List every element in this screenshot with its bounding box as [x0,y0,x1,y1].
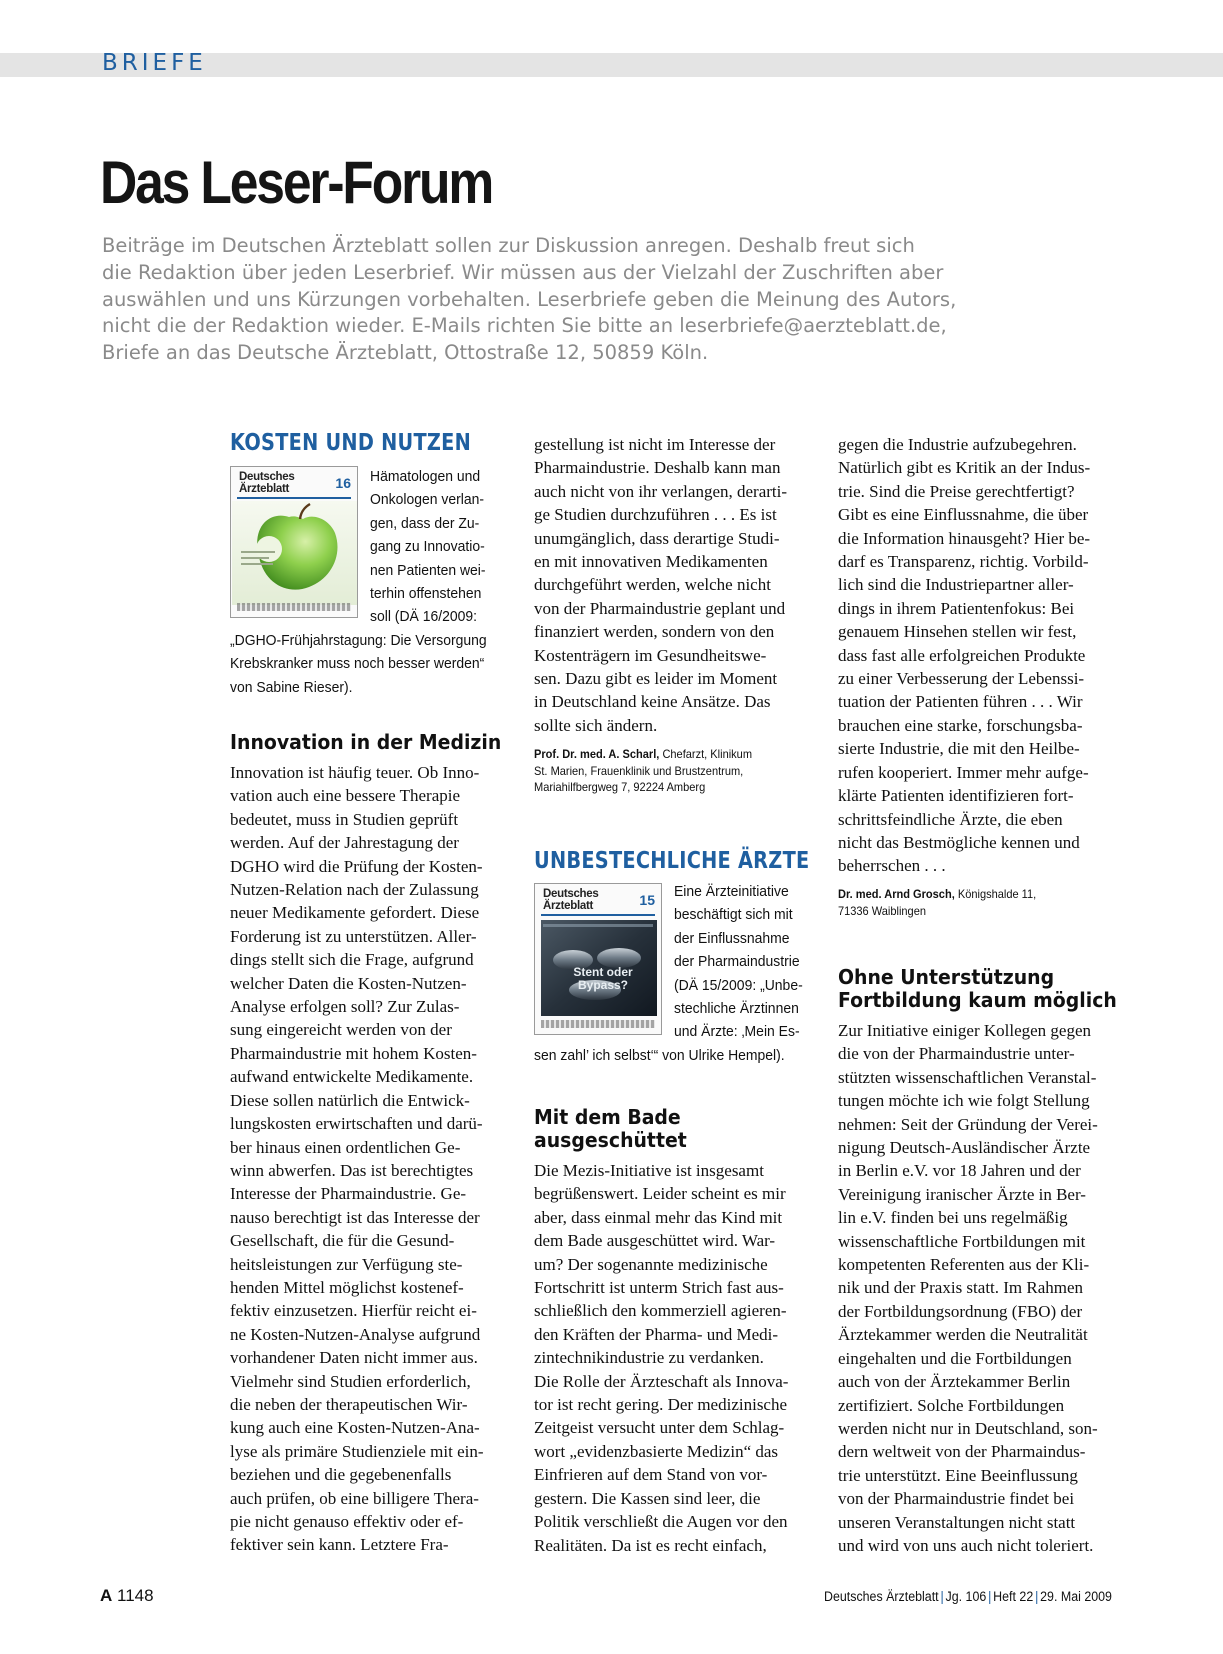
journal-date: 29. Mai 2009 [1040,1589,1112,1604]
signature-grosch [838,886,1053,919]
signature-detail: Königshalde 11, [957,887,1037,901]
body-line: kompetenten Referenten aus der Kli- [838,1255,1090,1275]
body-line: ne Kosten-Nutzen-Analyse aufgrund [230,1324,481,1344]
body-line: nehmen: Seit der Gründung der Verei- [838,1114,1098,1134]
body-line: Vielmehr sind Studien erforderlich, [230,1371,471,1391]
magazine-cover-16 [230,466,358,618]
signature-line: Mariahilfbergweg 7, 92224 Amberg [534,780,706,794]
body-line: Die Rolle der Ärzteschaft als Innova- [534,1371,789,1391]
teaser-line: der Pharmaindustrie [674,953,800,971]
letter-title-line: Ohne Unterstützung [838,965,1055,989]
body-line: Gibt es eine Einflussnahme, die über [838,505,1089,525]
signature-line [838,886,1036,903]
body-line: winn abwerfen. Das ist berechtigtes [230,1160,474,1180]
body-line: wort „evidenzbasierte Medizin“ das [534,1441,779,1461]
body-line: gestern. Die Kassen sind leer, die [534,1488,761,1508]
section-title-unbestechliche-aerzte: UNBESTECHLICHE ÄRZTE [534,848,810,874]
signature-line: St. Marien, Frauenklinik und Brustzentrum, [534,763,744,778]
teaser-kosten-und-nutzen-cont [230,629,506,699]
body-line: ber hinaus einen ordentlichen Ge- [230,1137,461,1157]
letter-title-ohne-unterstuetzung [838,966,1117,1012]
body-line: Innovation ist häufig teuer. Ob Inno- [230,763,480,782]
letter-title-mit-dem-bade [534,1106,687,1152]
teaser-line: von Sabine Rieser). [230,678,353,696]
body-line: neuer Medikamente gefordert. Diese [230,903,480,923]
body-line: um? Der sogenannte medizinische [534,1254,768,1274]
intro-line: die Redaktion über jeden Leserbrief. Wir müssen aus der Vielzahl der Zuschriften aber [102,260,944,284]
signature-detail: Chefarzt, Klinikum [662,747,753,761]
body-line: Politik verschließt die Augen vor den [534,1512,788,1532]
teaser-line: Hämatologen und [370,468,481,485]
body-line: dings stellt sich die Frage, aufgrund [230,950,474,970]
body-line: tungen möchte ich wie folgt Stellung [838,1091,1090,1111]
intro-line: nicht die der Redaktion wieder. E-Mails richten Sie bitte an leserbriefe@aerzteblatt.de, [102,314,947,338]
body-line: lich sind die Industriepartner aller- [838,575,1074,595]
body-line: Natürlich gibt es Kritik an der Indus- [838,458,1091,478]
body-line: auch prüfen, ob eine billigere Thera- [230,1488,479,1508]
body-line: nicht das Bestmögliche kennen und [838,832,1080,852]
body-line: und wird von uns auch nicht toleriert. [838,1535,1094,1555]
body-line: Zeitgeist versucht unter dem Schlag- [534,1418,785,1438]
cover-headline-line: Bypass? [577,978,629,992]
body-line: Fortschritt ist unterm Strich fast aus- [534,1278,784,1298]
body-line: gestellung ist nicht im Interesse der [534,435,776,454]
body-line: Vereinigung iranischer Ärzte in Ber- [838,1184,1086,1204]
cover-brand-line: Ärzteblatt [543,899,594,912]
cover-brand-line: Ärzteblatt [239,482,290,495]
teaser-line: terhin offenstehen [370,585,482,603]
body-line: tor ist recht gering. Der medizinische [534,1395,788,1415]
signature-name: Dr. med. Arnd Grosch, [838,887,955,901]
body-line: gegen die Industrie aufzubegehren. [838,435,1077,454]
body-line: Gesellschaft, die für die Gesund- [230,1231,455,1251]
cover-headline [561,966,645,992]
body-line: pie nicht genauso effektiv oder ef- [230,1512,464,1531]
body-line: fektiver sein kann. Letztere Fra- [230,1535,449,1555]
intro-paragraph [102,233,1002,367]
body-line: aufwand entwickelte Medikamente. [230,1067,474,1087]
cover-footer-text [541,1020,655,1028]
body-line: auch nicht von ihr verlangen, derarti- [534,481,788,501]
letter-title-innovation: Innovation in der Medizin [230,730,502,754]
teaser-line: der Einflussnahme [674,929,790,947]
rubric-label: BRIEFE [102,50,207,76]
body-line: sierte Industrie, die mit den Heilbe- [838,739,1080,759]
footer-separator: | [1035,1589,1039,1604]
teaser-line: und Ärzte: ‚Mein Es- [674,1023,800,1041]
body-line: Ärztekammer werden die Neutralität [838,1325,1088,1345]
body-line: in Berlin e.V. vor 18 Jahren und der [838,1161,1081,1181]
cover-brand-line: Deutsches [543,888,599,900]
body-line: schließlich den kommerziell agieren- [534,1301,787,1321]
body-line: trie unterstützt. Eine Beeinflussung [838,1465,1078,1485]
page-title: Das Leser-Forum [100,149,493,216]
body-line: darf es Transparenz, richtig. Vorbild- [838,552,1089,572]
body-line: sollte sich ändern. [534,715,658,735]
body-line: sen. Dazu gibt es leider im Moment [534,669,778,689]
body-line: ge Studien durchzuführen . . . Es ist [534,505,777,525]
body-line: trie. Sind die Preise gerechtfertigt? [838,481,1075,501]
stent-cover-icon [535,884,662,1035]
body-line: den Kräften der Pharma- und Medi- [534,1324,779,1344]
section-title-kosten-und-nutzen: KOSTEN UND NUTZEN [230,430,472,456]
body-line: nigung Deutsch-Ausländischer Ärzte [838,1138,1091,1158]
page-prefix: A [100,1586,113,1605]
cover-issue-number: 15 [639,892,655,908]
body-line: brauchen eine starke, forschungsba- [838,715,1083,735]
body-line: vorhandener Daten nicht immer aus. [230,1348,478,1368]
body-line: beziehen und die gegebenenfalls [230,1465,452,1485]
teaser-line: stechliche Ärztinnen [674,1000,799,1018]
body-line: zintechnikindustrie zu verdanken. [534,1348,764,1368]
cover-footer-text [237,603,351,611]
journal-footer [824,1589,1112,1604]
teaser-unbestechliche-aerzte [674,880,812,1044]
body-line: Pharmaindustrie mit hohem Kosten- [230,1043,477,1063]
body-line: tuation der Patienten führen . . . Wir [838,692,1083,712]
body-line: werden nicht nur in Deutschland, son- [838,1418,1098,1438]
letter-title-line: Fortbildung kaum möglich [838,988,1117,1012]
footer-separator: | [988,1589,992,1604]
teaser-line: beschäftigt sich mit [674,906,793,924]
body-line: beherrschen . . . [838,856,946,876]
body-line: Pharmaindustrie. Deshalb kann man [534,458,781,478]
body-line: eingehalten und die Fortbildungen [838,1348,1072,1368]
body-line: zertifiziert. Solche Fortbildungen [838,1395,1065,1415]
body-line: welcher Daten die Kosten-Nutzen- [230,973,467,993]
body-line: rufen kooperiert. Immer mehr aufge- [838,762,1089,782]
body-line: in Deutschland keine Ansätze. Das [534,692,771,712]
signature-name: Prof. Dr. med. A. Scharl, [534,747,660,761]
signature-line: 71336 Waiblingen [838,903,926,918]
body-line: die Information hinausgeht? Hier be- [838,528,1091,548]
letter-body-innovation-cont [534,433,787,737]
body-line: Interesse der Pharmaindustrie. Ge- [230,1184,467,1204]
body-line: heitsleistungen zur Verfügung ste- [230,1254,463,1274]
body-line: klärte Patienten identifizieren fort- [838,786,1074,806]
body-line: durchgeführt werden, welche nicht [534,575,771,595]
body-line: dass fast alle erfolgreichen Produkte [838,645,1086,665]
intro-line: Beiträge im Deutschen Ärzteblatt sollen zur Diskussion anregen. Deshalb freut sich [102,234,915,257]
body-line: Analyse erfolgen soll? Zur Zulas- [230,997,460,1017]
body-line: sung eingereicht werden von der [230,1020,452,1040]
body-line: dem Bade ausgeschüttet wird. War- [534,1231,776,1251]
body-line: bedeutet, muss in Studien geprüft [230,809,459,829]
teaser-kosten-und-nutzen [370,465,494,629]
body-line: finanziert werden, sondern von den [534,622,775,642]
body-line: DGHO wird die Prüfung der Kosten- [230,856,483,876]
body-line: Forderung ist zu unterstützen. Aller- [230,926,477,946]
page-number-value: 1148 [117,1586,154,1605]
body-line: lin e.V. finden bei uns regelmäßig [838,1208,1068,1228]
cover-headline-line: Stent oder [573,965,633,979]
teaser-line: (DÄ 15/2009: „Unbe- [674,976,803,994]
body-line: Die Mezis-Initiative ist insgesamt [534,1161,764,1180]
body-line: schrittsfeindliche Ärzte, die eben [838,809,1063,829]
body-line: lungskosten erwirtschaften und darü- [230,1114,483,1134]
footer-separator: | [940,1589,944,1604]
cover-brand-line: Deutsches [239,471,295,483]
body-line: auch von der Ärztekammer Berlin [838,1372,1071,1392]
letter-body-ohne-unterstuetzung [838,1019,1098,1557]
body-line: nik und der Praxis statt. Im Rahmen [838,1278,1084,1298]
letter-body-innovation [230,761,484,1557]
body-line: vation auch eine bessere Therapie [230,786,461,806]
intro-line: auswählen und uns Kürzungen vorbehalten. Leserbriefe geben die Meinung des Autors, [102,287,957,311]
teaser-line: gen, dass der Zu- [370,514,480,532]
page-number [100,1586,154,1606]
green-apple-cover-icon [231,467,358,618]
signature-line [534,746,752,763]
letter-body-mit-dem-bade [534,1159,788,1557]
body-line: fektiv einzusetzen. Hierfür reicht ei- [230,1301,477,1321]
body-line: henden Mittel möglichst kostenef- [230,1277,464,1297]
body-line: Einfrieren auf dem Stand von vor- [534,1465,768,1485]
body-line: genauem Hinsehen stellen wir fest, [838,622,1077,642]
signature-scharl [534,746,771,796]
body-line: dern weltweit von der Pharmaindus- [838,1442,1086,1462]
body-line: von der Pharmaindustrie findet bei [838,1489,1075,1509]
body-line: Realitäten. Da ist es recht einfach, [534,1535,767,1555]
letter-body-mit-dem-bade-cont [838,433,1090,878]
body-line: begrüßenswert. Leider scheint es mir [534,1184,786,1204]
body-line: die von der Pharmaindustrie unter- [838,1044,1075,1064]
teaser-unbestechliche-aerzte-cont [534,1044,804,1067]
body-line: nauso berechtigt ist das Interesse der [230,1207,480,1227]
body-line: en mit innovativen Medikamenten [534,552,768,572]
journal-name: Deutsches Ärzteblatt [824,1589,939,1604]
body-line: zu einer Verbesserung der Lebenssi- [838,669,1085,689]
body-line: von der Pharmaindustrie geplant und [534,598,786,618]
teaser-line: soll (DÄ 16/2009: [370,608,478,626]
body-line: Zur Initiative einiger Kollegen gegen [838,1021,1092,1040]
letter-title-line: Mit dem Bade [534,1105,681,1129]
teaser-line: gang zu Innovatio- [370,538,485,556]
body-line: Kostenträgern im Gesundheitswe- [534,645,767,665]
teaser-line: Onkologen verlan- [370,491,484,509]
body-line: kung auch eine Kosten-Nutzen-Ana- [230,1418,480,1438]
body-line: dings in ihrem Patientenfokus: Bei [838,598,1075,618]
intro-line: Briefe an das Deutsche Ärzteblatt, Ottostraße 12, 50859 Köln. [102,341,709,365]
body-line: wissenschaftliche Fortbildungen mit [838,1231,1086,1251]
teaser-line: „DGHO-Frühjahrstagung: Die Versorgung [230,632,487,649]
body-line: werden. Auf der Jahrestagung der [230,833,459,853]
teaser-line: Krebskranker muss noch besser werden“ [230,655,485,673]
body-line: Nutzen-Relation nach der Zulassung [230,880,479,900]
journal-volume: Jg. 106 [945,1589,987,1604]
body-line: aber, dass einmal mehr das Kind mit [534,1207,783,1227]
body-line: die neben der therapeutischen Wir- [230,1394,468,1414]
body-line: der Fortbildungsordnung (FBO) der [838,1301,1083,1321]
teaser-line: Eine Ärzteinitiative [674,883,789,900]
letter-title-line: ausgeschüttet [534,1128,687,1152]
body-line: unseren Veranstaltungen nicht statt [838,1512,1076,1532]
body-line: Diese sollen natürlich die Entwick- [230,1090,470,1110]
body-line: lyse als primäre Studienziele mit ein- [230,1441,484,1461]
magazine-cover-15 [534,883,662,1035]
teaser-line: nen Patienten wei- [370,561,486,579]
body-line: unumgänglich, dass derartige Studi- [534,528,780,548]
teaser-line: sen zahl’ ich selbst‘“ von Ulrike Hempel). [534,1047,785,1064]
journal-issue: Heft 22 [993,1589,1034,1604]
body-line: stützten wissenschaftlichen Veranstal- [838,1067,1097,1087]
cover-issue-number: 16 [335,475,351,491]
